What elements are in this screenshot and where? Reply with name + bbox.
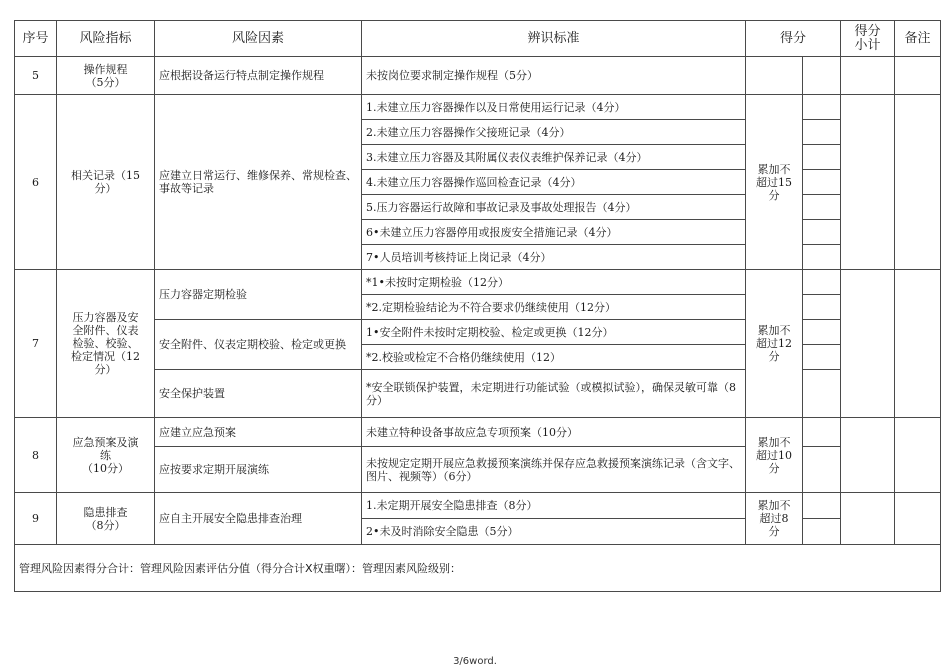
row8-seq: 8 <box>15 418 57 493</box>
row9-seq: 9 <box>15 493 57 545</box>
row7-cap: 累加不 超过12 分 <box>746 270 803 418</box>
row9-subtotal-cell[interactable] <box>841 493 895 545</box>
row7-criteria-1: *1•未按时定期检验（12分） <box>362 270 746 295</box>
row8-score-cell[interactable] <box>803 418 841 447</box>
row9-score-cell[interactable] <box>803 493 841 519</box>
row7-score-cell[interactable] <box>803 270 841 295</box>
row6-criteria-2: 2.未建立压力容器操作父接班记录（4分） <box>362 120 746 145</box>
row5-cap-cell <box>746 57 803 95</box>
row7-criteria-2: *2.定期检验结论为不符合要求仍继续使用（12分） <box>362 295 746 320</box>
row9-indicator: 隐患排查 （8分） <box>57 493 155 545</box>
table-row <box>15 418 941 447</box>
row9-score-cell[interactable] <box>803 519 841 545</box>
header-factor: 风险因素 <box>155 21 362 57</box>
summary-row <box>15 545 941 592</box>
row8-indicator: 应急预案及演 练 （10分） <box>57 418 155 493</box>
row7-score-cell[interactable] <box>803 345 841 370</box>
row7-seq: 7 <box>15 270 57 418</box>
risk-assessment-table <box>14 20 941 592</box>
page-number: 3/6word. <box>453 656 497 667</box>
row7-factor-3: 安全保护装置 <box>155 370 362 418</box>
row9-criteria-1: 1.未定期开展安全隐患排查（8分） <box>362 493 746 519</box>
row6-criteria-4: 4.未建立压力容器操作巡回检查记录（4分） <box>362 170 746 195</box>
row6-factor: 应建立日常运行、维修保养、常规检查、事故等记录 <box>155 95 362 270</box>
row7-remark-cell[interactable] <box>895 270 941 418</box>
row7-score-cell[interactable] <box>803 370 841 418</box>
row6-score-cell[interactable] <box>803 195 841 220</box>
row6-cap: 累加不 超过15 分 <box>746 95 803 270</box>
row5-subtotal-cell[interactable] <box>841 57 895 95</box>
summary-text: 管理风险因素得分合计：管理风险因素评估分值（得分合计X权重曙）：管理因素风险级别： <box>15 545 941 592</box>
row7-criteria-5: *安全联锁保护装置，未定期进行功能试验（或模拟试验），确保灵敏可靠（8分） <box>362 370 746 418</box>
row7-factor-1: 压力容器定期检验 <box>155 270 362 320</box>
row5-factor: 应根据设备运行特点制定操作规程 <box>155 57 362 95</box>
table-row <box>15 493 941 519</box>
header-indicator: 风险指标 <box>57 21 155 57</box>
row6-criteria-3: 3.未建立压力容器及其附属仪表仪表维护保养记录（4分） <box>362 145 746 170</box>
row6-remark-cell[interactable] <box>895 95 941 270</box>
header-seq: 序号 <box>15 21 57 57</box>
row9-criteria-2: 2•未及时消除安全隐患（5分） <box>362 519 746 545</box>
row5-score-cell[interactable] <box>803 57 841 95</box>
row6-subtotal-cell[interactable] <box>841 95 895 270</box>
row9-cap: 累加不 超过8 分 <box>746 493 803 545</box>
table-header-row <box>15 21 941 57</box>
row8-score-cell[interactable] <box>803 447 841 493</box>
header-subtotal: 得分 小计 <box>841 21 895 57</box>
row5-criteria: 未按岗位要求制定操作规程（5分） <box>362 57 746 95</box>
row8-factor-1: 应建立应急预案 <box>155 418 362 447</box>
row6-criteria-7: 7•人员培训考核持证上岗记录（4分） <box>362 245 746 270</box>
row6-criteria-5: 5.压力容器运行故障和事故记录及事故处理报告（4分） <box>362 195 746 220</box>
table-row <box>15 270 941 295</box>
row5-seq: 5 <box>15 57 57 95</box>
row6-score-cell[interactable] <box>803 120 841 145</box>
row6-seq: 6 <box>15 95 57 270</box>
row7-criteria-3: 1•安全附件未按时定期校验、检定或更换（12分） <box>362 320 746 345</box>
row7-score-cell[interactable] <box>803 295 841 320</box>
row5-indicator: 操作规程 （5分） <box>57 57 155 95</box>
row6-score-cell[interactable] <box>803 220 841 245</box>
row7-indicator: 压力容器及安 全附件、仪表 检验、校验、 检定情况（12 分） <box>57 270 155 418</box>
row6-score-cell[interactable] <box>803 245 841 270</box>
row8-criteria-2: 未按规定定期开展应急救援预案演练并保存应急救援预案演练记录（含文字、图片、视频等）（6分） <box>362 447 746 493</box>
row7-criteria-4: *2.校验或检定不合格仍继续使用（12） <box>362 345 746 370</box>
table-row <box>15 95 941 120</box>
row5-remark-cell[interactable] <box>895 57 941 95</box>
row8-factor-2: 应按要求定期开展演练 <box>155 447 362 493</box>
row6-criteria-1: 1.未建立压力容器操作以及日常使用运行记录（4分） <box>362 95 746 120</box>
row6-indicator: 相关记录（15 分） <box>57 95 155 270</box>
row7-factor-2: 安全附件、仪表定期校验、检定或更换 <box>155 320 362 370</box>
row6-criteria-6: 6•未建立压力容器停用或报废安全措施记录（4分） <box>362 220 746 245</box>
row7-score-cell[interactable] <box>803 320 841 345</box>
header-remark: 备注 <box>895 21 941 57</box>
row9-factor: 应自主开展安全隐患排查治理 <box>155 493 362 545</box>
header-criteria: 辨识标准 <box>362 21 746 57</box>
header-score: 得分 <box>746 21 841 57</box>
row6-score-cell[interactable] <box>803 145 841 170</box>
row8-subtotal-cell[interactable] <box>841 418 895 493</box>
row7-subtotal-cell[interactable] <box>841 270 895 418</box>
row8-remark-cell[interactable] <box>895 418 941 493</box>
row9-remark-cell[interactable] <box>895 493 941 545</box>
row8-criteria-1: 未建立特种设备事故应急专项预案（10分） <box>362 418 746 447</box>
row6-score-cell[interactable] <box>803 170 841 195</box>
table-row <box>15 57 941 95</box>
row8-cap: 累加不 超过10 分 <box>746 418 803 493</box>
row6-score-cell[interactable] <box>803 95 841 120</box>
